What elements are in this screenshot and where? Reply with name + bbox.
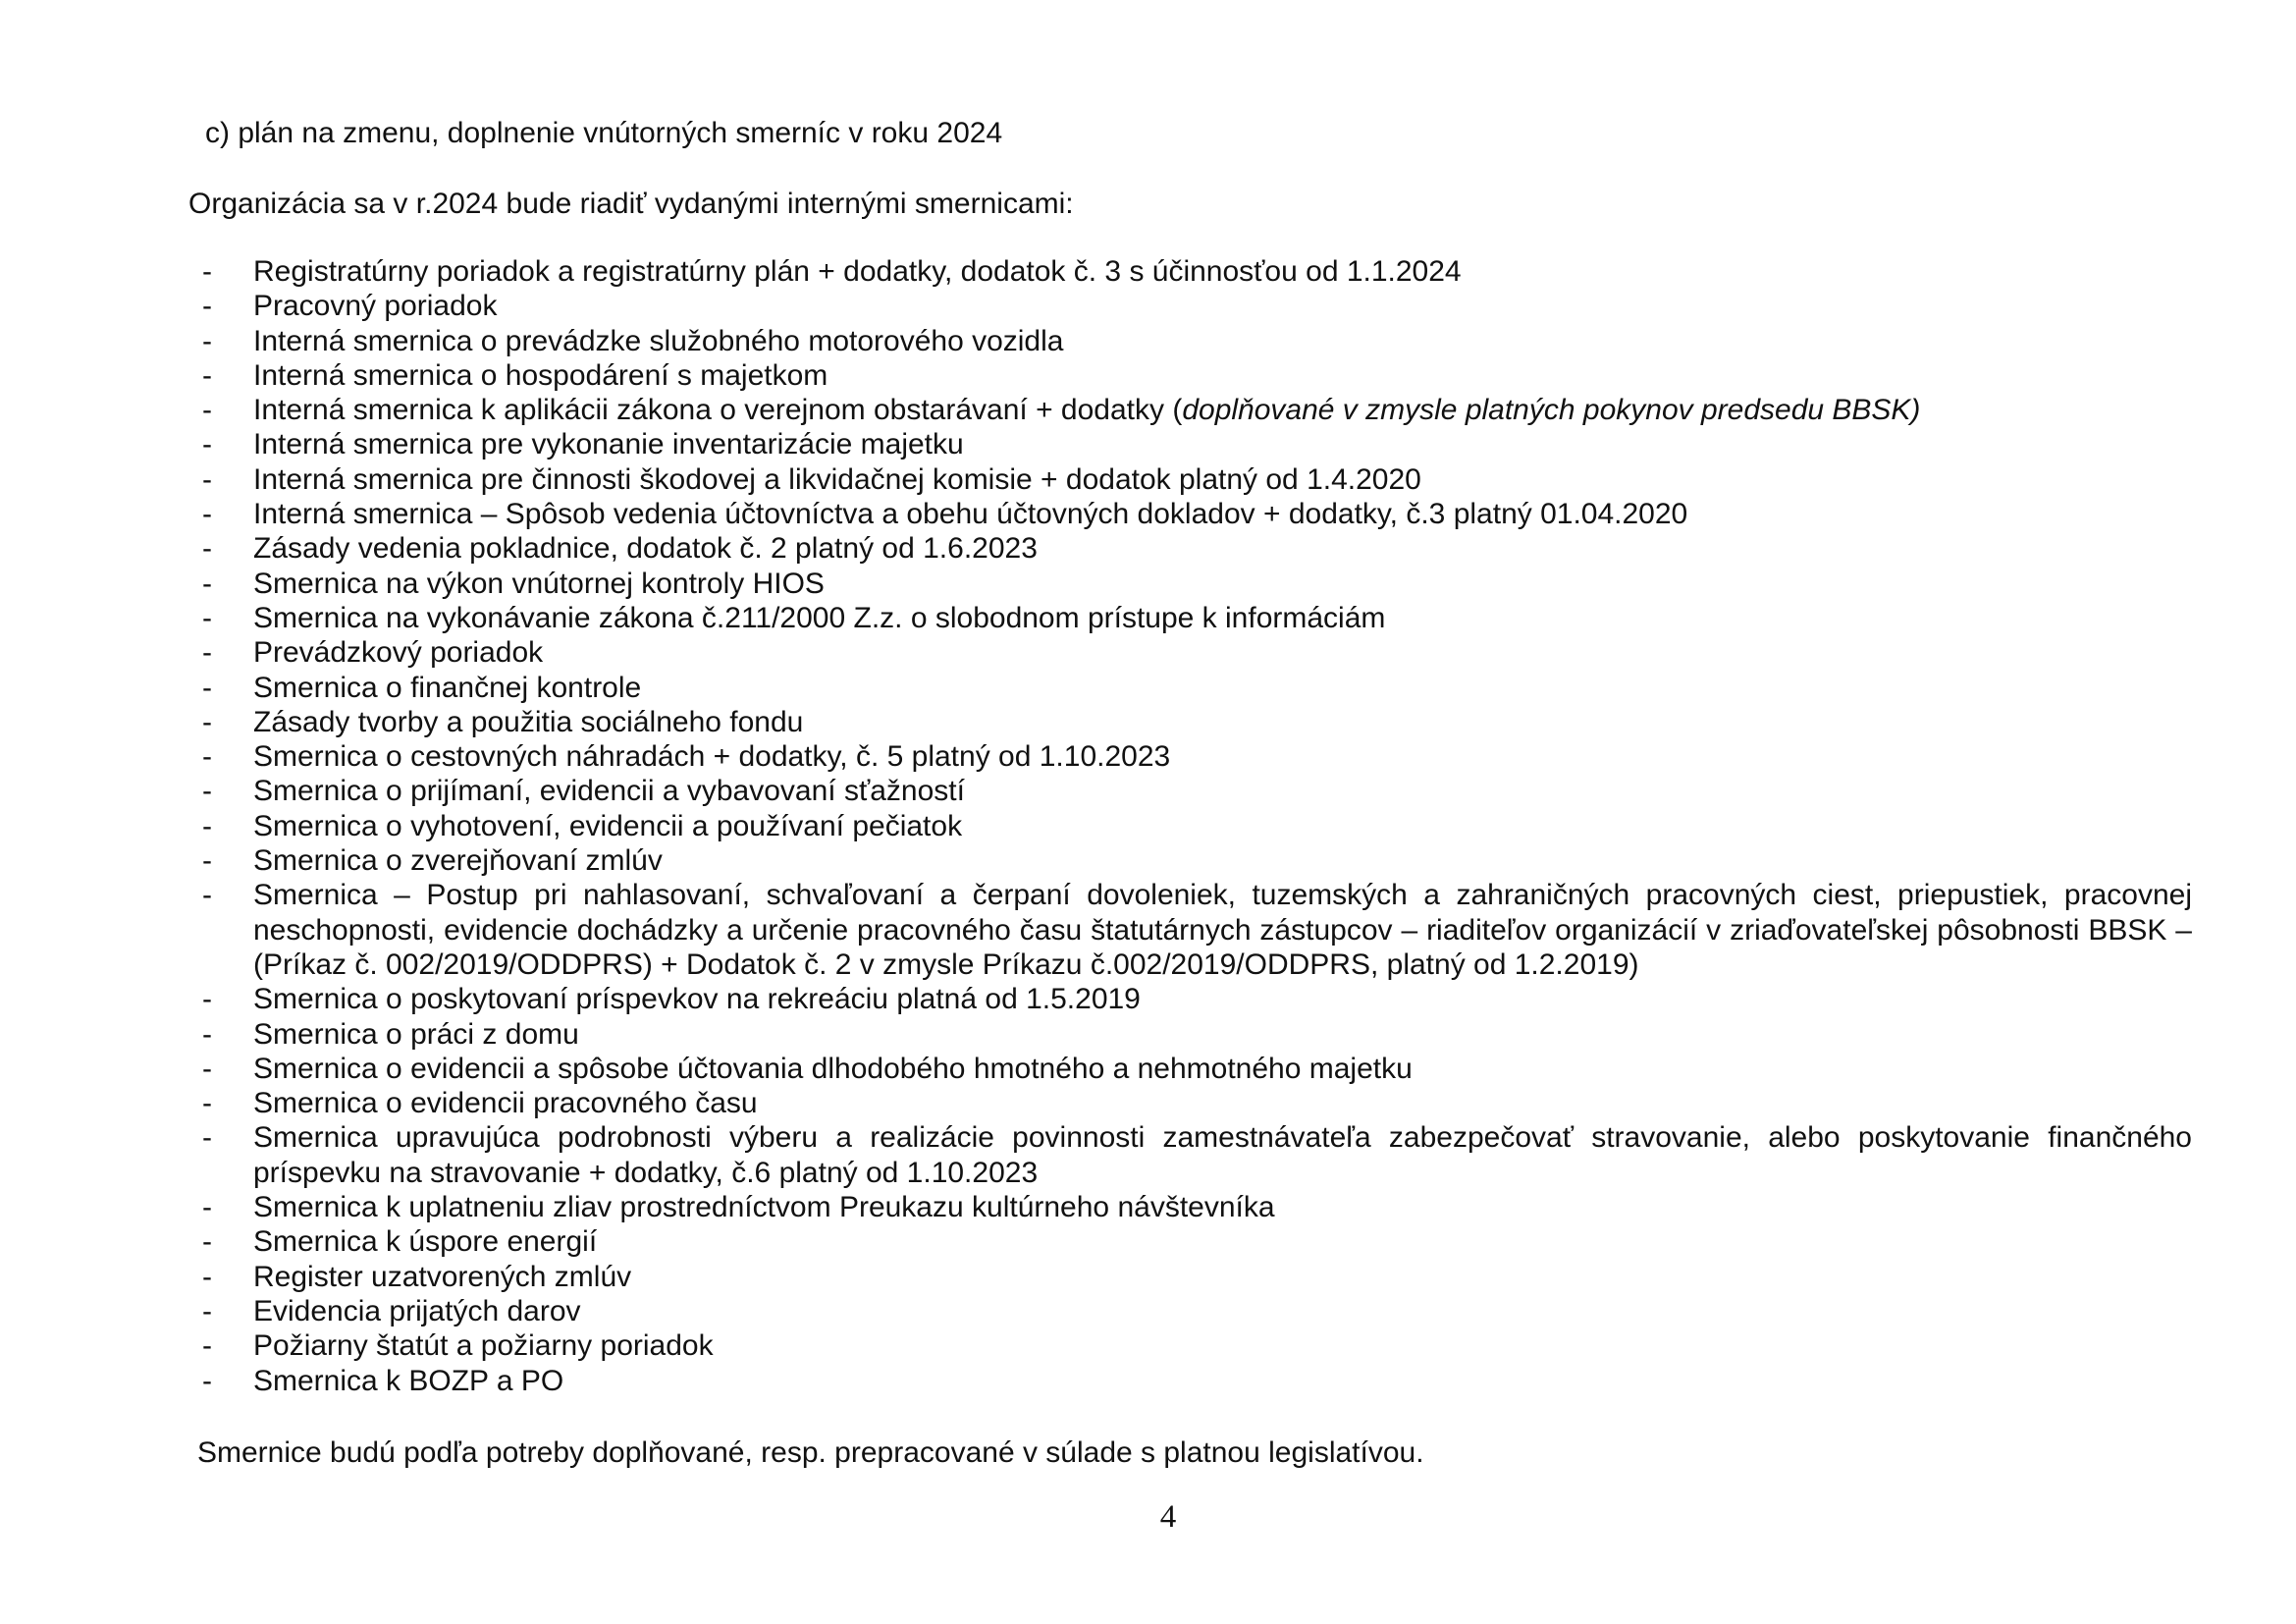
directive-list-item <box>202 982 2192 1016</box>
directive-list-item <box>202 1120 2192 1190</box>
list-bullet-dash: - <box>202 983 212 1016</box>
directive-text: Smernica – Postup pri nahlasovaní, schvaľovaní a čerpaní dovoleniek, tuzemských a zahraničných pracovných ciest, priepustiek, pracovnej neschopnosti, evidencie dochádzky a určenie pracovného času štatutárnych zástupcov – riaditeľov organizácií v zriaďovateľskej pôsobnosti BBSK – (Príkaz č. 002/2019/ODDPRS) + Dodatok č. 2 v zmysle Príkazu č.002/2019/ODDPRS, platný od 1.2.2019) <box>253 879 2192 981</box>
list-bullet-dash: - <box>202 1017 212 1051</box>
intro-paragraph: Organizácia sa v r.2024 bude riadiť vydanými internými smernicami: <box>188 188 1074 220</box>
directive-text: Interná smernica o prevádzke služobného motorového vozidla <box>253 324 1064 357</box>
directive-list-item <box>202 1190 2192 1224</box>
list-bullet-dash: - <box>202 462 212 496</box>
directive-list-item <box>202 1052 2192 1086</box>
list-bullet-dash: - <box>202 1260 212 1293</box>
directive-text: Smernica o zverejňovaní zmlúv <box>253 844 663 878</box>
directive-list-item <box>202 878 2192 982</box>
list-bullet-dash: - <box>202 1294 212 1327</box>
directive-list-item <box>202 462 2192 497</box>
list-bullet-dash: - <box>202 740 212 774</box>
directive-list-item <box>202 671 2192 705</box>
directive-list-item <box>202 567 2192 601</box>
list-bullet-dash: - <box>202 809 212 842</box>
directive-list-item <box>202 1086 2192 1120</box>
directive-text: Register uzatvorených zmlúv <box>253 1260 632 1293</box>
directive-text: Interná smernica o hospodárení s majetkom <box>253 358 828 392</box>
list-bullet-dash: - <box>202 324 212 357</box>
directive-text: Interná smernica – Spôsob vedenia účtovníctva a obehu účtovných dokladov + dodatky, č.3 platný 01.04.2020 <box>253 498 1688 531</box>
list-bullet-dash: - <box>202 775 212 808</box>
list-bullet-dash: - <box>202 1087 212 1120</box>
directive-list-item <box>202 635 2192 670</box>
directive-text: Smernica o práci z domu <box>253 1017 579 1051</box>
directive-list-item <box>202 774 2192 808</box>
directive-note-italic: doplňované v zmysle platných pokynov predsedu BBSK) <box>1182 394 1921 427</box>
list-bullet-dash: - <box>202 705 212 738</box>
directive-text: Smernica o evidencii pracovného času <box>253 1087 758 1120</box>
directive-list-item <box>202 1017 2192 1052</box>
list-bullet-dash: - <box>202 636 212 670</box>
list-bullet-dash: - <box>202 1364 212 1397</box>
directive-text: Smernica upravujúca podrobnosti výberu a realizácie povinnosti zamestnávateľa zabezpečovať stravovanie, alebo poskytovanie finančného príspevku na stravovanie + dodatky, č.6 platný od 1.10.2023 <box>253 1121 2192 1189</box>
list-bullet-dash: - <box>202 358 212 392</box>
page-number: 4 <box>1159 1499 1177 1535</box>
directive-text: Prevádzkový poriadok <box>253 636 544 670</box>
directive-list-item <box>202 358 2192 393</box>
directive-text: Smernica o cestovných náhradách + dodatky, č. 5 platný od 1.10.2023 <box>253 740 1171 774</box>
list-bullet-dash: - <box>202 1225 212 1259</box>
directive-text: Smernica o evidencii a spôsobe účtovania dlhodobého hmotného a nehmotného majetku <box>253 1052 1413 1085</box>
directive-text: Zásady tvorby a použitia sociálneho fondu <box>253 705 804 738</box>
directive-text: Smernica o prijímaní, evidencii a vybavovaní sťažností <box>253 775 965 808</box>
directive-text: Smernica o poskytovaní príspevkov na rekreáciu platná od 1.5.2019 <box>253 983 1141 1016</box>
section-heading: c) plán na zmenu, doplnenie vnútorných smerníc v roku 2024 <box>205 117 1003 149</box>
directive-text: Smernica na vykonávanie zákona č.211/2000 Z.z. o slobodnom prístupe k informáciám <box>253 601 1386 634</box>
directive-list-item <box>202 427 2192 461</box>
directive-list-item <box>202 1260 2192 1294</box>
directive-list-item <box>202 324 2192 358</box>
list-bullet-dash: - <box>202 1121 212 1155</box>
list-bullet-dash: - <box>202 1191 212 1224</box>
list-bullet-dash: - <box>202 428 212 461</box>
directive-text: Zásady vedenia pokladnice, dodatok č. 2 platný od 1.6.2023 <box>253 532 1038 566</box>
list-bullet-dash: - <box>202 567 212 600</box>
directive-list <box>202 254 2192 1398</box>
directive-text: Interná smernica k aplikácii zákona o verejnom obstarávaní + dodatky ( <box>253 394 1183 427</box>
directive-text: Smernica k uplatneniu zliav prostredníctvom Preukazu kultúrneho návštevníka <box>253 1191 1275 1224</box>
list-bullet-dash: - <box>202 498 212 531</box>
directive-text: Smernica o finančnej kontrole <box>253 671 642 704</box>
list-bullet-dash: - <box>202 601 212 634</box>
directive-list-item <box>202 1224 2192 1259</box>
list-bullet-dash: - <box>202 671 212 704</box>
directive-list-item <box>202 289 2192 323</box>
list-bullet-dash: - <box>202 1329 212 1363</box>
directive-text: Požiarny štatút a požiarny poriadok <box>253 1329 714 1363</box>
list-bullet-dash: - <box>202 1052 212 1085</box>
directive-list-item <box>202 809 2192 843</box>
directive-list-item <box>202 1364 2192 1398</box>
directive-list-item <box>202 1328 2192 1363</box>
directive-list-item <box>202 497 2192 531</box>
directive-text: Registratúrny poriadok a registratúrny plán + dodatky, dodatok č. 3 s účinnosťou od 1.1.2024 <box>253 255 1462 288</box>
list-bullet-dash: - <box>202 290 212 323</box>
directive-text: Smernica k úspore energií <box>253 1225 598 1259</box>
directive-text: Evidencia prijatých darov <box>253 1294 581 1327</box>
directive-list-item <box>202 254 2192 289</box>
directive-text: Pracovný poriadok <box>253 290 498 323</box>
directive-list-item <box>202 393 2192 427</box>
directive-text: Smernica k BOZP a PO <box>253 1364 564 1397</box>
list-bullet-dash: - <box>202 255 212 288</box>
directive-list-item <box>202 739 2192 774</box>
closing-paragraph: Smernice budú podľa potreby doplňované, resp. prepracované v súlade s platnou legislatívou. <box>197 1436 1424 1469</box>
directive-list-item <box>202 705 2192 739</box>
directive-list-item <box>202 843 2192 878</box>
directive-list-item <box>202 1294 2192 1328</box>
list-bullet-dash: - <box>202 844 212 878</box>
directive-list-item <box>202 531 2192 566</box>
list-bullet-dash: - <box>202 394 212 427</box>
directive-text: Interná smernica pre vykonanie inventarizácie majetku <box>253 428 964 461</box>
directive-text: Smernica o vyhotovení, evidencii a používaní pečiatok <box>253 809 963 842</box>
list-bullet-dash: - <box>202 532 212 566</box>
directive-list-item <box>202 601 2192 635</box>
list-bullet-dash: - <box>202 879 212 912</box>
directive-text: Smernica na výkon vnútornej kontroly HIOS <box>253 567 825 600</box>
directive-text: Interná smernica pre činnosti škodovej a likvidačnej komisie + dodatok platný od 1.4.2020 <box>253 462 1421 496</box>
